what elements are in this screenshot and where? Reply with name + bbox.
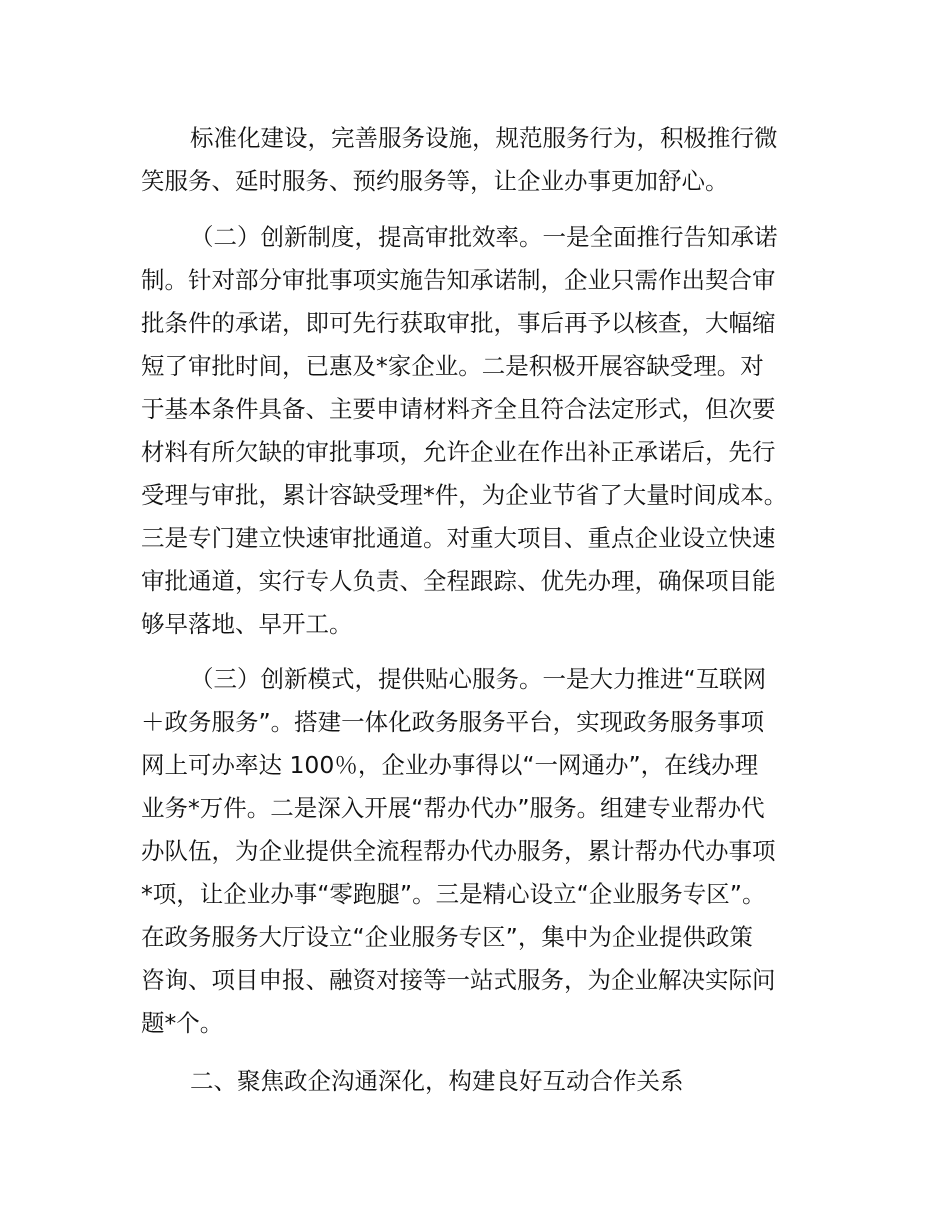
text-line: 在政务服务大厅设立“企业服务专区”，集中为企业提供政策 [141,923,753,951]
text-line: 受理与审批，累计容缺受理*件，为企业节省了大量时间成本。 [141,481,788,509]
text-line: 批条件的承诺，即可先行获取审批，事后再予以核查，大幅缩 [141,309,776,337]
text-line: 题*个。 [141,1009,224,1037]
text-line: 三是专门建立快速审批通道。对重大项目、重点企业设立快速 [141,524,776,552]
text-line: 制。针对部分审批事项实施告知承诺制，企业只需作出契合审 [141,266,776,294]
text-line: 审批通道，实行专人负责、全程跟踪、优先办理，确保项目能 [141,567,776,595]
text-line: 材料有所欠缺的审批事项，允许企业在作出补正承诺后，先行 [141,438,776,466]
text-line: 笑服务、延时服务、预约服务等，让企业办事更加舒心。 [141,167,729,195]
text-line: （三）创新模式，提供贴心服务。一是大力推进“互联网 [190,665,767,693]
text-line: 标准化建设，完善服务设施，规范服务行为，积极推行微 [190,124,778,152]
text-line: 网上可办率达 100％，企业办事得以“一网通办”，在线办理 [141,751,759,779]
text-line: 办队伍，为企业提供全流程帮办代办服务，累计帮办代办事项 [141,837,776,865]
text-line: 短了审批时间，已惠及*家企业。二是积极开展容缺受理。对 [141,352,764,380]
text-line: 咨询、项目申报、融资对接等一站式服务，为企业解决实际问 [141,966,776,994]
text-line: （二）创新制度，提高审批效率。一是全面推行告知承诺 [190,223,778,251]
text-line: ＋政务服务”。搭建一体化政务服务平台，实现政务服务事项 [141,708,765,736]
section-heading: 二、聚焦政企沟通深化，构建良好互动合作关系 [190,1067,684,1095]
text-line: *项，让企业办事“零跑腿”。三是精心设立“企业服务专区”。 [141,880,766,908]
text-line: 于基本条件具备、主要申请材料齐全且符合法定形式，但次要 [141,395,776,423]
text-line: 业务*万件。二是深入开展“帮办代办”服务。组建专业帮办代 [141,794,765,822]
text-line: 够早落地、早开工。 [141,610,353,638]
